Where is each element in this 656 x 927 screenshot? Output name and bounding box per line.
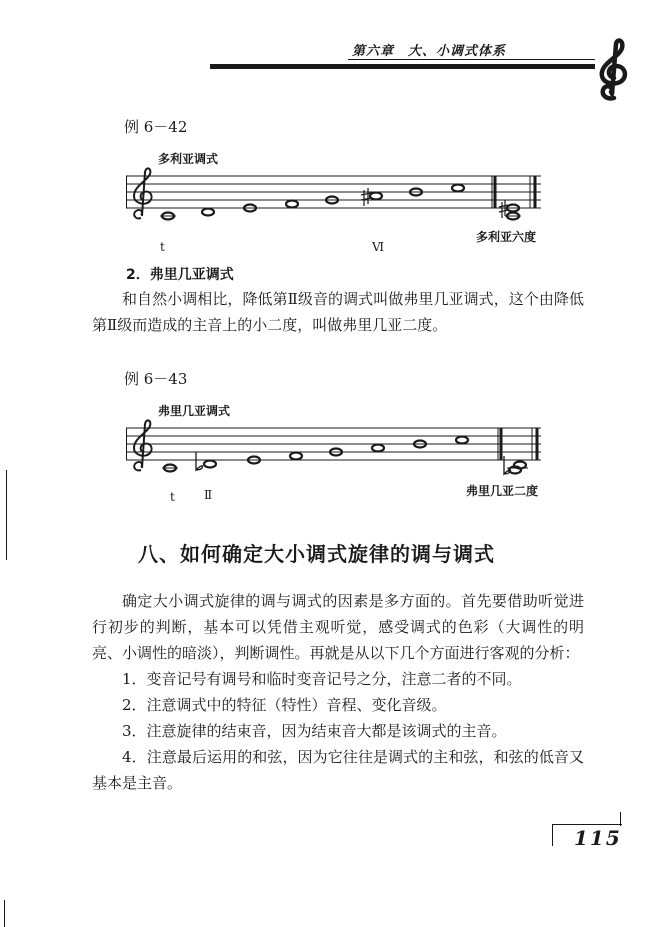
scan-edge-mark bbox=[6, 470, 7, 560]
tonic-marker: t bbox=[160, 240, 165, 254]
phrygian-definition: 和自然小调相比，降低第Ⅱ级音的调式叫做弗里几亚调式，这个由降低第Ⅱ级而造成的主音上的小二度，叫做弗里几亚二度。 bbox=[92, 290, 584, 334]
example-label: 例 6－42 bbox=[124, 118, 188, 136]
degree-marker: Ⅵ bbox=[372, 240, 385, 254]
page-number: 115 bbox=[574, 826, 622, 850]
mode-name: 弗里几亚调式 bbox=[158, 404, 231, 418]
paragraph bbox=[92, 286, 584, 338]
body-text bbox=[92, 588, 584, 796]
scan-edge-mark bbox=[4, 900, 5, 927]
music-staff-phrygian bbox=[126, 418, 546, 482]
section-title: 2．弗里几亚调式 bbox=[126, 267, 234, 283]
treble-clef-icon bbox=[590, 38, 636, 102]
header-rule-thin bbox=[348, 59, 595, 60]
page-rule bbox=[552, 824, 553, 846]
page-rule bbox=[552, 824, 622, 825]
section-heading: 八、如何确定大小调式旋律的调与调式 bbox=[138, 542, 495, 566]
list-item: 1．变音记号有调号和临时变音记号之分，注意二者的不同。 bbox=[122, 670, 522, 688]
list-item: 4．注意最后运用的和弦，因为它往往是调式的主和弦，和弦的低音又基本是主音。 bbox=[92, 748, 584, 792]
degree-marker: Ⅱ bbox=[204, 488, 213, 502]
mode-name: 多利亚调式 bbox=[158, 152, 219, 166]
intro-paragraph: 确定大小调式旋律的调与调式的因素是多方面的。首先要借助听觉进行初步的判断，基本可以凭借主观听觉，感受调式的色彩（大调性的明亮、小调性的暗淡），判断调性。再就是从以下几个方面进行客观的分析： bbox=[92, 592, 584, 662]
example-label: 例 6－43 bbox=[124, 370, 188, 388]
running-header: 第六章 大、小调式体系 bbox=[352, 44, 507, 59]
list-item: 3．注意旋律的结束音，因为结束音大都是该调式的主音。 bbox=[122, 722, 507, 740]
characteristic-interval: 弗里几亚二度 bbox=[466, 484, 539, 498]
header-rule bbox=[210, 64, 595, 69]
music-staff-dorian bbox=[126, 166, 546, 230]
tonic-marker: t bbox=[170, 490, 175, 504]
list-item: 2．注意调式中的特征（特性）音程、变化音级。 bbox=[122, 696, 447, 714]
characteristic-interval: 多利亚六度 bbox=[476, 230, 537, 244]
